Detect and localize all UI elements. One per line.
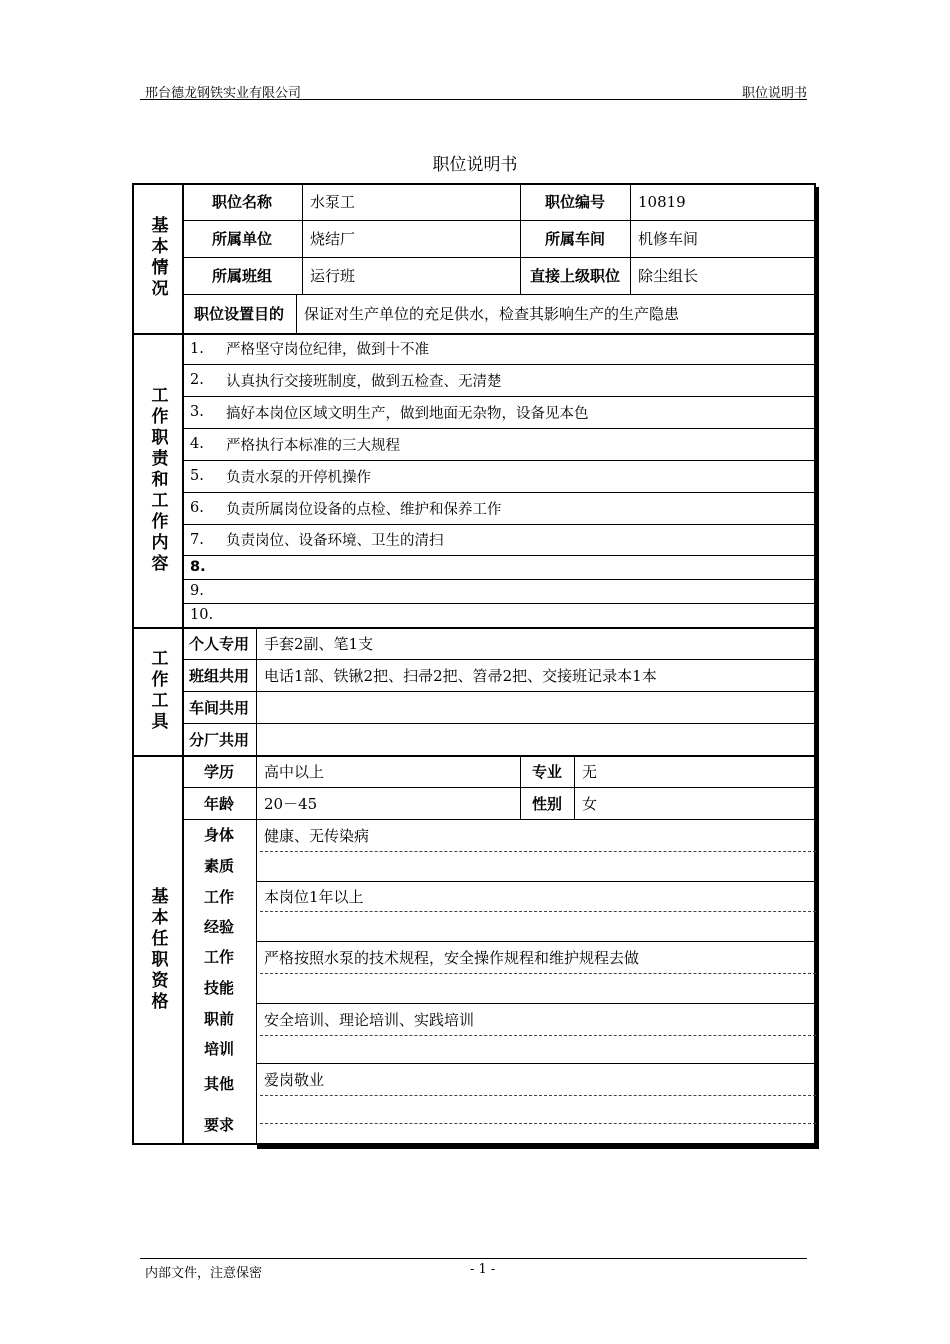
skills-value: 严格按照水泵的技术规程，安全操作规程和维护规程去做: [264, 948, 640, 967]
workshop-value: 机修车间: [638, 230, 699, 248]
age-label: 年龄: [203, 794, 234, 813]
duty-item: [182, 492, 816, 524]
duty-text: 负责水泵的开停机操作: [226, 469, 371, 486]
section-tools: 工作工具: [147, 649, 168, 733]
tool-label-plant: 分厂共用: [188, 730, 249, 749]
unit-value: 烧结厂: [310, 230, 356, 248]
label-line: 经验: [203, 917, 234, 936]
label-line: 素质: [203, 857, 234, 875]
confidential-note: 内部文件，注意保密: [145, 1266, 263, 1281]
position-name-value: 水泵工: [310, 193, 356, 211]
duty-text: 认真执行交接班制度，做到五检查、无清楚: [226, 373, 502, 390]
label-line: 职前: [203, 1009, 234, 1028]
frame-shadow-right: [816, 187, 819, 1149]
label-line: 其他: [203, 1075, 234, 1093]
tool-value-team: 电话1部、铁锹2把、扫帚2把、笤帚2把、交接班记录本1本: [264, 666, 657, 685]
duty-number: 2.: [190, 372, 204, 388]
duty-number: 9.: [190, 583, 204, 599]
section-qualifications: 基本任职资格: [147, 887, 168, 1013]
section-duties: 工作职责和工作内容: [147, 385, 168, 575]
team-value: 运行班: [310, 267, 356, 285]
major-value: 无: [582, 762, 598, 781]
duty-item: [182, 364, 816, 396]
dashed-rule: [260, 1035, 816, 1036]
duty-text: 负责所属岗位设备的点检、维护和保养工作: [226, 501, 502, 518]
experience-label: [182, 881, 256, 941]
other-label: [182, 1063, 256, 1145]
duty-number: 7.: [190, 531, 204, 548]
duty-number: 8.: [190, 559, 206, 575]
dashed-rule: [260, 911, 816, 912]
label-line: 工作: [203, 948, 234, 966]
duty-item: [182, 396, 816, 428]
education-label: 学历: [203, 762, 234, 781]
purpose-label: 职位设置目的: [193, 305, 284, 323]
duty-text: 严格坚守岗位纪律，做到十不准: [226, 342, 429, 358]
age-value: 20－45: [264, 794, 318, 813]
workshop-label: 所属车间: [544, 230, 605, 248]
label-line: 工作: [203, 887, 234, 906]
duty-item: [182, 579, 816, 603]
duty-text: 严格执行本标准的三大规程: [226, 437, 400, 454]
team-label: 所属班组: [211, 267, 272, 285]
page-title: 职位说明书: [432, 155, 518, 175]
duty-text: 搞好本岗位区域文明生产，做到地面无杂物，设备见本色: [226, 405, 589, 422]
tool-label-team: 班组共用: [188, 666, 249, 685]
purpose-value: 保证对生产单位的充足供水，检查其影响生产的生产隐患: [304, 305, 680, 323]
duty-item: [182, 428, 816, 460]
training-label: [182, 1003, 256, 1063]
unit-label: 所属单位: [211, 230, 272, 248]
tool-label-personal: 个人专用: [188, 634, 249, 653]
position-name-label: 职位名称: [211, 193, 272, 211]
physical-label: [182, 819, 256, 881]
tool-label-workshop: 车间共用: [188, 698, 249, 717]
label-line: 身体: [203, 826, 234, 844]
duty-number: 5.: [190, 468, 204, 484]
duty-number: 4.: [190, 436, 204, 452]
label-line: 培训: [203, 1039, 234, 1058]
header-rule: [140, 99, 807, 100]
header-doc-type: 职位说明书: [741, 86, 807, 101]
duty-number: 10.: [190, 607, 214, 623]
superior-value: 除尘组长: [638, 267, 699, 285]
tool-value-plant: [256, 723, 816, 755]
gender-label: 性别: [531, 794, 562, 813]
page-number: - 1 -: [470, 1262, 496, 1277]
label-line: 要求: [203, 1116, 234, 1134]
duty-item: [182, 555, 816, 579]
duty-text: 负责岗位、设备环境、卫生的清扫: [226, 533, 444, 549]
education-value: 高中以上: [264, 762, 325, 781]
section-basic: 基本情况: [147, 216, 168, 300]
duty-number: 6.: [190, 500, 204, 516]
duty-item: [182, 603, 816, 627]
other-value: 爱岗敬业: [264, 1070, 325, 1089]
dashed-rule: [260, 1123, 816, 1124]
superior-label: 直接上级职位: [529, 267, 620, 285]
duty-number: 1.: [190, 340, 204, 357]
physical-value: 健康、无传染病: [264, 826, 370, 845]
duty-item: [182, 460, 816, 492]
duty-item: [182, 524, 816, 555]
duty-item: [182, 333, 816, 364]
skills-label: [182, 941, 256, 1003]
position-no-value: 10819: [638, 192, 686, 211]
dashed-rule: [260, 973, 816, 974]
footer-rule: [140, 1258, 807, 1259]
dashed-rule: [260, 1095, 816, 1096]
experience-value: 本岗位1年以上: [264, 887, 364, 906]
company-name: 邢台德龙钢铁实业有限公司: [145, 86, 302, 101]
position-no-label: 职位编号: [544, 193, 605, 211]
training-value: 安全培训、理论培训、实践培训: [264, 1010, 475, 1029]
duty-number: 3.: [190, 404, 204, 420]
dashed-rule: [260, 851, 816, 852]
gender-value: 女: [582, 794, 598, 813]
frame-shadow-bottom: [257, 1145, 819, 1149]
tool-value-workshop: [256, 691, 816, 723]
label-line: 技能: [203, 979, 234, 997]
major-label: 专业: [531, 762, 562, 781]
job-description-form: [132, 183, 819, 1151]
tool-value-personal: 手套2副、笔1支: [264, 634, 374, 653]
